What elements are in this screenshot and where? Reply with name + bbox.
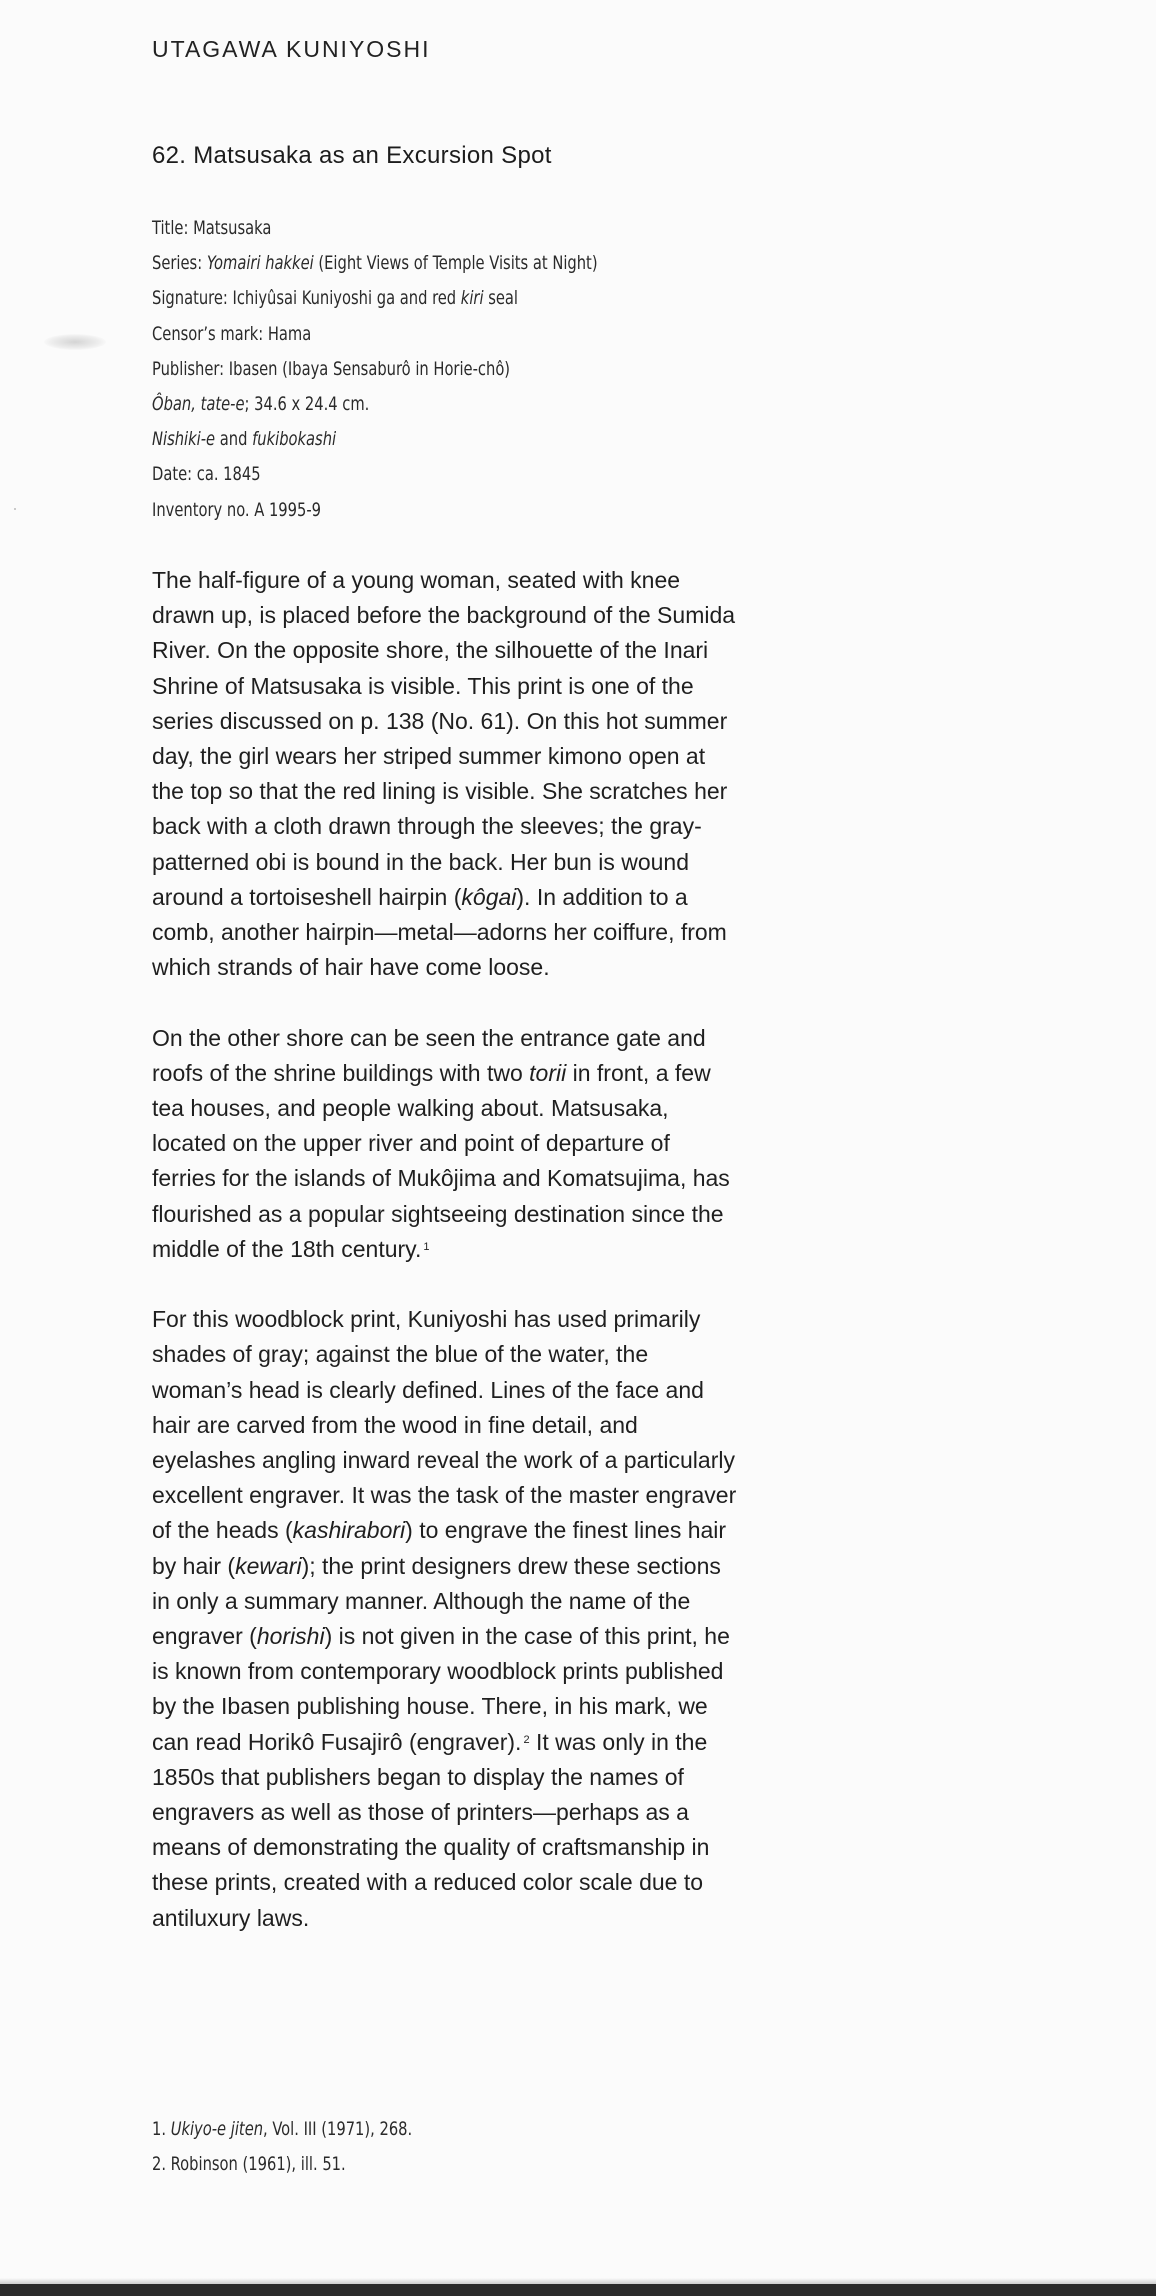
text-run: The half-figure of a young woman, seated with knee drawn up, is placed before the background of the Sumida River. On the opposite shore, the silhouette of the Inari Shrine of Matsusaka is visible. This print is one of the series discussed on p. 138 (No. 61). On this hot summer day, the girl wears her striped summer kimono open at the top so that the red lining is visible. She scratches her back with a cloth drawn through the sleeves; the gray- patterned obi is bound in the back. Her bun is wound around a tortoiseshell hairpin ( <box>152 567 736 910</box>
italic-term: torii <box>529 1059 567 1086</box>
text-run: Date: ca. 1845 <box>152 463 261 486</box>
text-run: ); the print designers drew these sections in only a summary manner. Although the name of the engraver ( <box>152 1552 721 1650</box>
scan-speck <box>14 508 16 510</box>
text-run: 1. <box>152 2118 171 2140</box>
text-run: Inventory no. A 1995-9 <box>152 498 322 521</box>
text-run: Series: <box>152 252 207 275</box>
metadata-censor-mark <box>152 317 598 352</box>
text-run: Title: Matsusaka <box>152 217 272 239</box>
scan-smudge <box>44 334 106 350</box>
text-run: It was only in the 1850s that publishers began to display the names of engravers as well as those of printers—perhaps as a means of demonstrating the quality of craftsmanship in these prints, created with a reduced color scale due to antiluxury laws. <box>152 1728 710 1931</box>
body-paragraph-2 <box>152 1021 842 1267</box>
metadata-date <box>152 457 598 492</box>
text-run: 2. Robinson (1961), ill. 51. <box>152 2153 346 2175</box>
italic-term: horishi <box>256 1623 325 1650</box>
metadata-title <box>152 211 598 246</box>
italic-term: Ôban, tate-e <box>152 392 245 415</box>
text-run: Signature: Ichiyûsai Kuniyoshi ga and red <box>152 287 461 310</box>
text-run: (Eight Views of Temple Visits at Night) <box>313 252 598 275</box>
footnote-2 <box>152 2147 412 2182</box>
entry-title: 62. Matsusaka as an Excursion Spot <box>152 142 552 169</box>
italic-term: kiri <box>460 287 484 310</box>
italic-term: Nishiki-e <box>152 428 216 451</box>
text-run: ; 34.6 x 24.4 cm. <box>244 392 370 415</box>
italic-term: Ukiyo-e jiten <box>170 2118 264 2140</box>
text-run: ). In addition to a comb, another hairpin—metal—adorns her coiffure, from which strands of hair have come loose. <box>152 883 727 981</box>
text-run: Publisher: Ibasen (Ibaya Sensaburô in Horie-chô) <box>152 357 511 380</box>
italic-term: Yomairi hakkei <box>206 252 314 275</box>
text-run: Censor’s mark: Hama <box>152 322 312 345</box>
metadata-publisher <box>152 352 598 387</box>
text-run: seal <box>483 287 518 310</box>
footnote-marker: 2 <box>523 1733 530 1746</box>
body-paragraph-1 <box>152 563 842 985</box>
italic-term: kewari <box>235 1552 302 1579</box>
text-run: in front, a few tea houses, and people walking about. Matsusaka, located on the upper river and point of departure of ferries for the islands of Mukôjima and Komatsujima, has flourished as a popular sightseeing destination since the middle of the 18th century. <box>152 1059 730 1262</box>
text-run: On the other shore can be seen the entrance gate and roofs of the shrine buildings with two <box>152 1024 706 1086</box>
metadata-inventory-number <box>152 493 598 528</box>
body-paragraph-3 <box>152 1302 842 1936</box>
body-text <box>152 563 842 1971</box>
italic-term: fukibokashi <box>252 428 337 451</box>
footnote-1 <box>152 2112 412 2147</box>
text-run: , Vol. III (1971), 268. <box>263 2118 413 2140</box>
metadata-signature <box>152 281 598 316</box>
metadata-format-size <box>152 387 598 422</box>
italic-term: kôgai <box>461 883 517 910</box>
print-metadata-list <box>152 211 670 528</box>
footnote-marker: 1 <box>423 1240 430 1253</box>
metadata-series <box>152 246 598 281</box>
text-run: ) is not given in the case of this print, he is known from contemporary woodblock prints published by the Ibasen publishing house. There, in his mark, we can read Horikô Fusajirô (engraver). <box>152 1623 730 1755</box>
text-run: For this woodblock print, Kuniyoshi has used primarily shades of gray; against the blue of the water, the woman’s head is clearly defined. Lines of the face and hair are carved from the wood in fine detail, and eyelashes angling inward reveal the work of a particularly excellent engraver. It was the task of the master engraver of the heads ( <box>152 1306 737 1544</box>
italic-term: kashirabori <box>292 1517 406 1544</box>
scan-bottom-edge <box>0 2284 1156 2296</box>
text-run: and <box>215 428 253 451</box>
running-head: UTAGAWA KUNIYOSHI <box>152 36 431 62</box>
footnotes-list <box>152 2112 455 2182</box>
text-run: ) to engrave the finest lines hair by hair ( <box>152 1517 727 1579</box>
metadata-technique <box>152 422 598 457</box>
